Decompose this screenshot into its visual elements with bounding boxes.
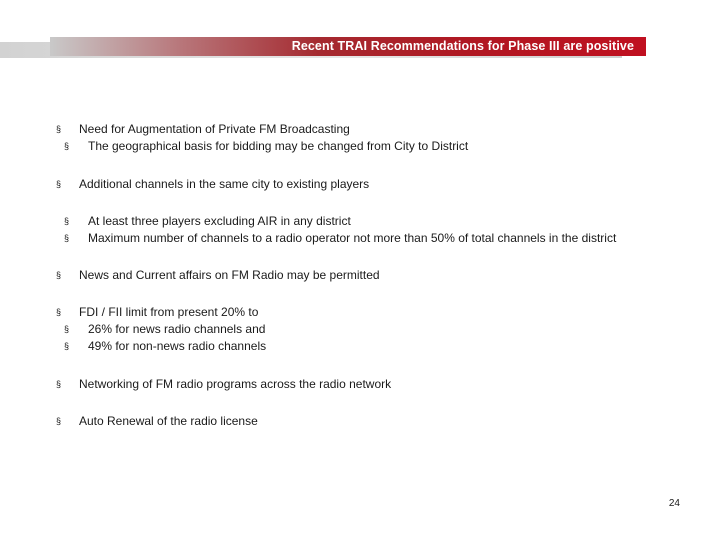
sub-bullet-item <box>56 338 636 355</box>
page-number: 24 <box>668 498 680 509</box>
sub-bullet-marker-icon: § <box>64 233 70 243</box>
sub-bullet-text: 49% for non-news radio channels <box>88 339 267 353</box>
bullet-marker-icon: § <box>56 270 62 280</box>
bullet-item <box>56 176 636 193</box>
bullet-list <box>56 121 636 430</box>
bullet-marker-icon: § <box>56 307 62 317</box>
bullet-text: Auto Renewal of the radio license <box>79 414 258 428</box>
bullet-text: News and Current affairs on FM Radio may be permitted <box>79 268 380 282</box>
bullet-marker-icon: § <box>56 379 62 389</box>
sub-bullet-text: 26% for news radio channels and <box>88 322 266 336</box>
bullet-item <box>56 267 636 284</box>
sub-bullet-marker-icon: § <box>64 216 70 226</box>
sub-bullet-marker-icon: § <box>64 341 70 351</box>
sub-bullet-text: The geographical basis for bidding may be changed from City to District <box>88 139 469 153</box>
header-banner <box>50 37 646 56</box>
bullet-marker-icon: § <box>56 124 62 134</box>
sub-bullet-item <box>56 213 636 230</box>
sub-bullet-marker-icon: § <box>64 141 70 151</box>
slide-title: Recent TRAI Recommendations for Phase III are positive <box>291 39 634 53</box>
sub-bullet-item <box>56 230 636 247</box>
sub-bullet-text: Maximum number of channels to a radio operator not more than 50% of total channels in the district <box>88 231 617 245</box>
bullet-text: Networking of FM radio programs across the radio network <box>79 377 392 391</box>
bullet-text: Need for Augmentation of Private FM Broadcasting <box>79 122 350 136</box>
bullet-item <box>56 121 636 138</box>
bullet-text: Additional channels in the same city to existing players <box>79 177 370 191</box>
bullet-item <box>56 304 636 321</box>
sub-bullet-marker-icon: § <box>64 324 70 334</box>
bullet-item <box>56 376 636 393</box>
bullet-marker-icon: § <box>56 416 62 426</box>
sub-bullet-item <box>56 138 636 155</box>
sub-bullet-text: At least three players excluding AIR in any district <box>88 214 351 228</box>
bullet-text: FDI / FII limit from present 20% to <box>79 305 259 319</box>
bullet-marker-icon: § <box>56 179 62 189</box>
bullet-item <box>56 413 636 430</box>
sub-bullet-item <box>56 321 636 338</box>
